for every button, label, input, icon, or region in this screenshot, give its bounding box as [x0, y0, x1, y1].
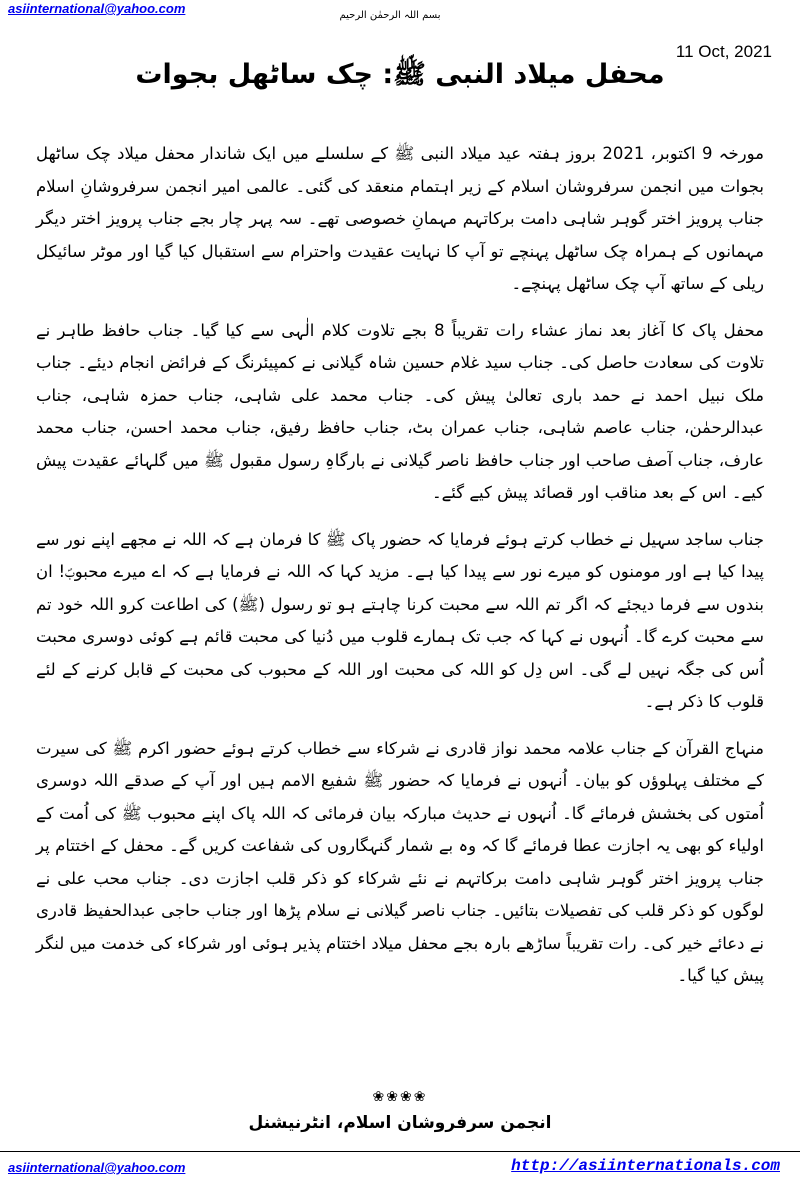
article-title: محفل میلاد النبی ﷺ: چک ساٹھل بجوات — [135, 59, 665, 90]
article-paragraph-1: مورخہ 9 اکتوبر، 2021 بروز ہفتہ عید میلاد النبی ﷺ کے سلسلے میں ایک شاندار محفل میلاد چک ساٹھل بجوات میں انجمن سرفروشان اسلام کے زیر اہتمام منعقد کی گئی۔ عالمی امیر انجمن سرفروشانِ اسلام جناب پرویز اختر گوہر شاہی دامت برکاتہم مہمانِ خصوصی تھے۔ سہ پہر چار بجے جناب پرویز اختر دیگر مہمانوں کے ہمراہ چک ساٹھل پہنچے تو آپ کا نہایت عقیدت واحترام سے استقبال کیا گیا اور موٹر سائیکل ریلی کے ساتھ آپ چک ساٹھل پہنچے۔ — [36, 144, 764, 293]
article-paragraph-2: محفل پاک کا آغاز بعد نماز عشاء رات تقریباً 8 بجے تلاوت کلام الٰہی سے کیا گیا۔ جناب حافظ طاہر نے تلاوت کی سعادت حاصل کی۔ جناب سید غلام حسین شاہ گیلانی نے کمپیئرنگ کے فرائض انجام دیئے۔ جناب ملک نبیل احمد نے حمد باری تعالیٰ پیش کی۔ جناب محمد علی شاہی، جناب حمزہ شاہی، جناب عبدالرحمٰن، جناب عاصم شاہی، جناب عمران بٹ، جناب حافظ رفیق، جناب محمد احسن، جناب محمد عارف، جناب آصف صاحب اور جناب حافظ ناصر گیلانی نے بارگاہِ رسول مقبول ﷺ میں گلہائے عقیدت پیش کیے۔ اس کے بعد مناقب اور قصائد پیش کیے گئے۔ — [36, 320, 764, 502]
article-paragraph-3: جناب ساجد سہیل نے خطاب کرتے ہوئے فرمایا کہ حضور پاک ﷺ کا فرمان ہے کہ اللہ نے مجھے اپنے نور سے پیدا کیا ہے اور مومنوں کو میرے نور سے پیدا کیا ہے۔ مزید کہا کہ اللہ نے فرمایا ہے کہ اے میرے محبوبؐ! ان بندوں سے فرما دیجئے کہ اگر تم اللہ سے محبت کرنا چاہتے ہو تو رسول (ﷺ) کی اطاعت کرو اللہ خود تم سے محبت کرے گا۔ اُنہوں نے کہا کہ جب تک ہمارے قلوب میں دُنیا کی محبت قائم ہے کوئی دوسری محبت اُس کی جگہ نہیں لے گی۔ اس دِل کو اللہ کی محبت اور اللہ کے محبوب کی محبت کے قابل کرنے کے لئے قلوب کا ذکر ہے۔ — [36, 529, 764, 711]
article-date: 11 Oct, 2021 — [675, 42, 772, 61]
footer-divider — [0, 1151, 800, 1152]
header-email-link[interactable]: asiinternational@yahoo.com — [8, 1, 186, 16]
article-paragraph-4: منہاج القرآن کے جناب علامہ محمد نواز قادری نے شرکاء سے خطاب کرتے ہوئے حضور اکرم ﷺ کی سیرت کے مختلف پہلوؤں کو بیان۔ اُنہوں نے فرمایا کہ حضور ﷺ شفیع الامم ہیں اور آپ کے صدقے اللہ دوسری اُمتوں کی بخشش فرمائے گا۔ اُنہوں نے حدیث مبارکہ بیان فرمائی کہ اللہ پاک اپنے محبوب ﷺ کی اُمت کے اولیاء کو بھی یہ اجازت عطا فرمائے گا کہ وہ بے شمار گنہگاروں کی شفاعت کریں گے۔ محفل کے اختتام پر جناب پرویز اختر گوہر شاہی دامت برکاتہم نے نئے شرکاء کو ذکر قلب اجازت دی۔ جناب محب علی نے لوگوں کو ذکر قلب کی تفصیلات بتائیں۔ جناب ناصر گیلانی نے سلام پڑھا اور جناب حاجی عبدالحفیظ قادری نے دعائے خیر کی۔ رات تقریباً ساڑھے بارہ بجے محفل میلاد اختتام پذیر ہوئی اور شرکاء کی خدمت میں لنگر پیش کیا گیا۔ — [36, 738, 764, 985]
footer-email-link[interactable]: asiinternational@yahoo.com — [8, 1160, 186, 1175]
article-body — [36, 138, 764, 1007]
decorative-flower-icons: ❀❀❀❀ — [372, 1089, 428, 1105]
organization-name: انجمن سرفروشان اسلام، انٹرنیشنل — [248, 1113, 552, 1133]
footer-website-link[interactable]: http://asiinternationals.com — [511, 1157, 780, 1175]
bismillah-heading: بسم اللہ الرحمٰن الرحیم — [339, 10, 441, 21]
